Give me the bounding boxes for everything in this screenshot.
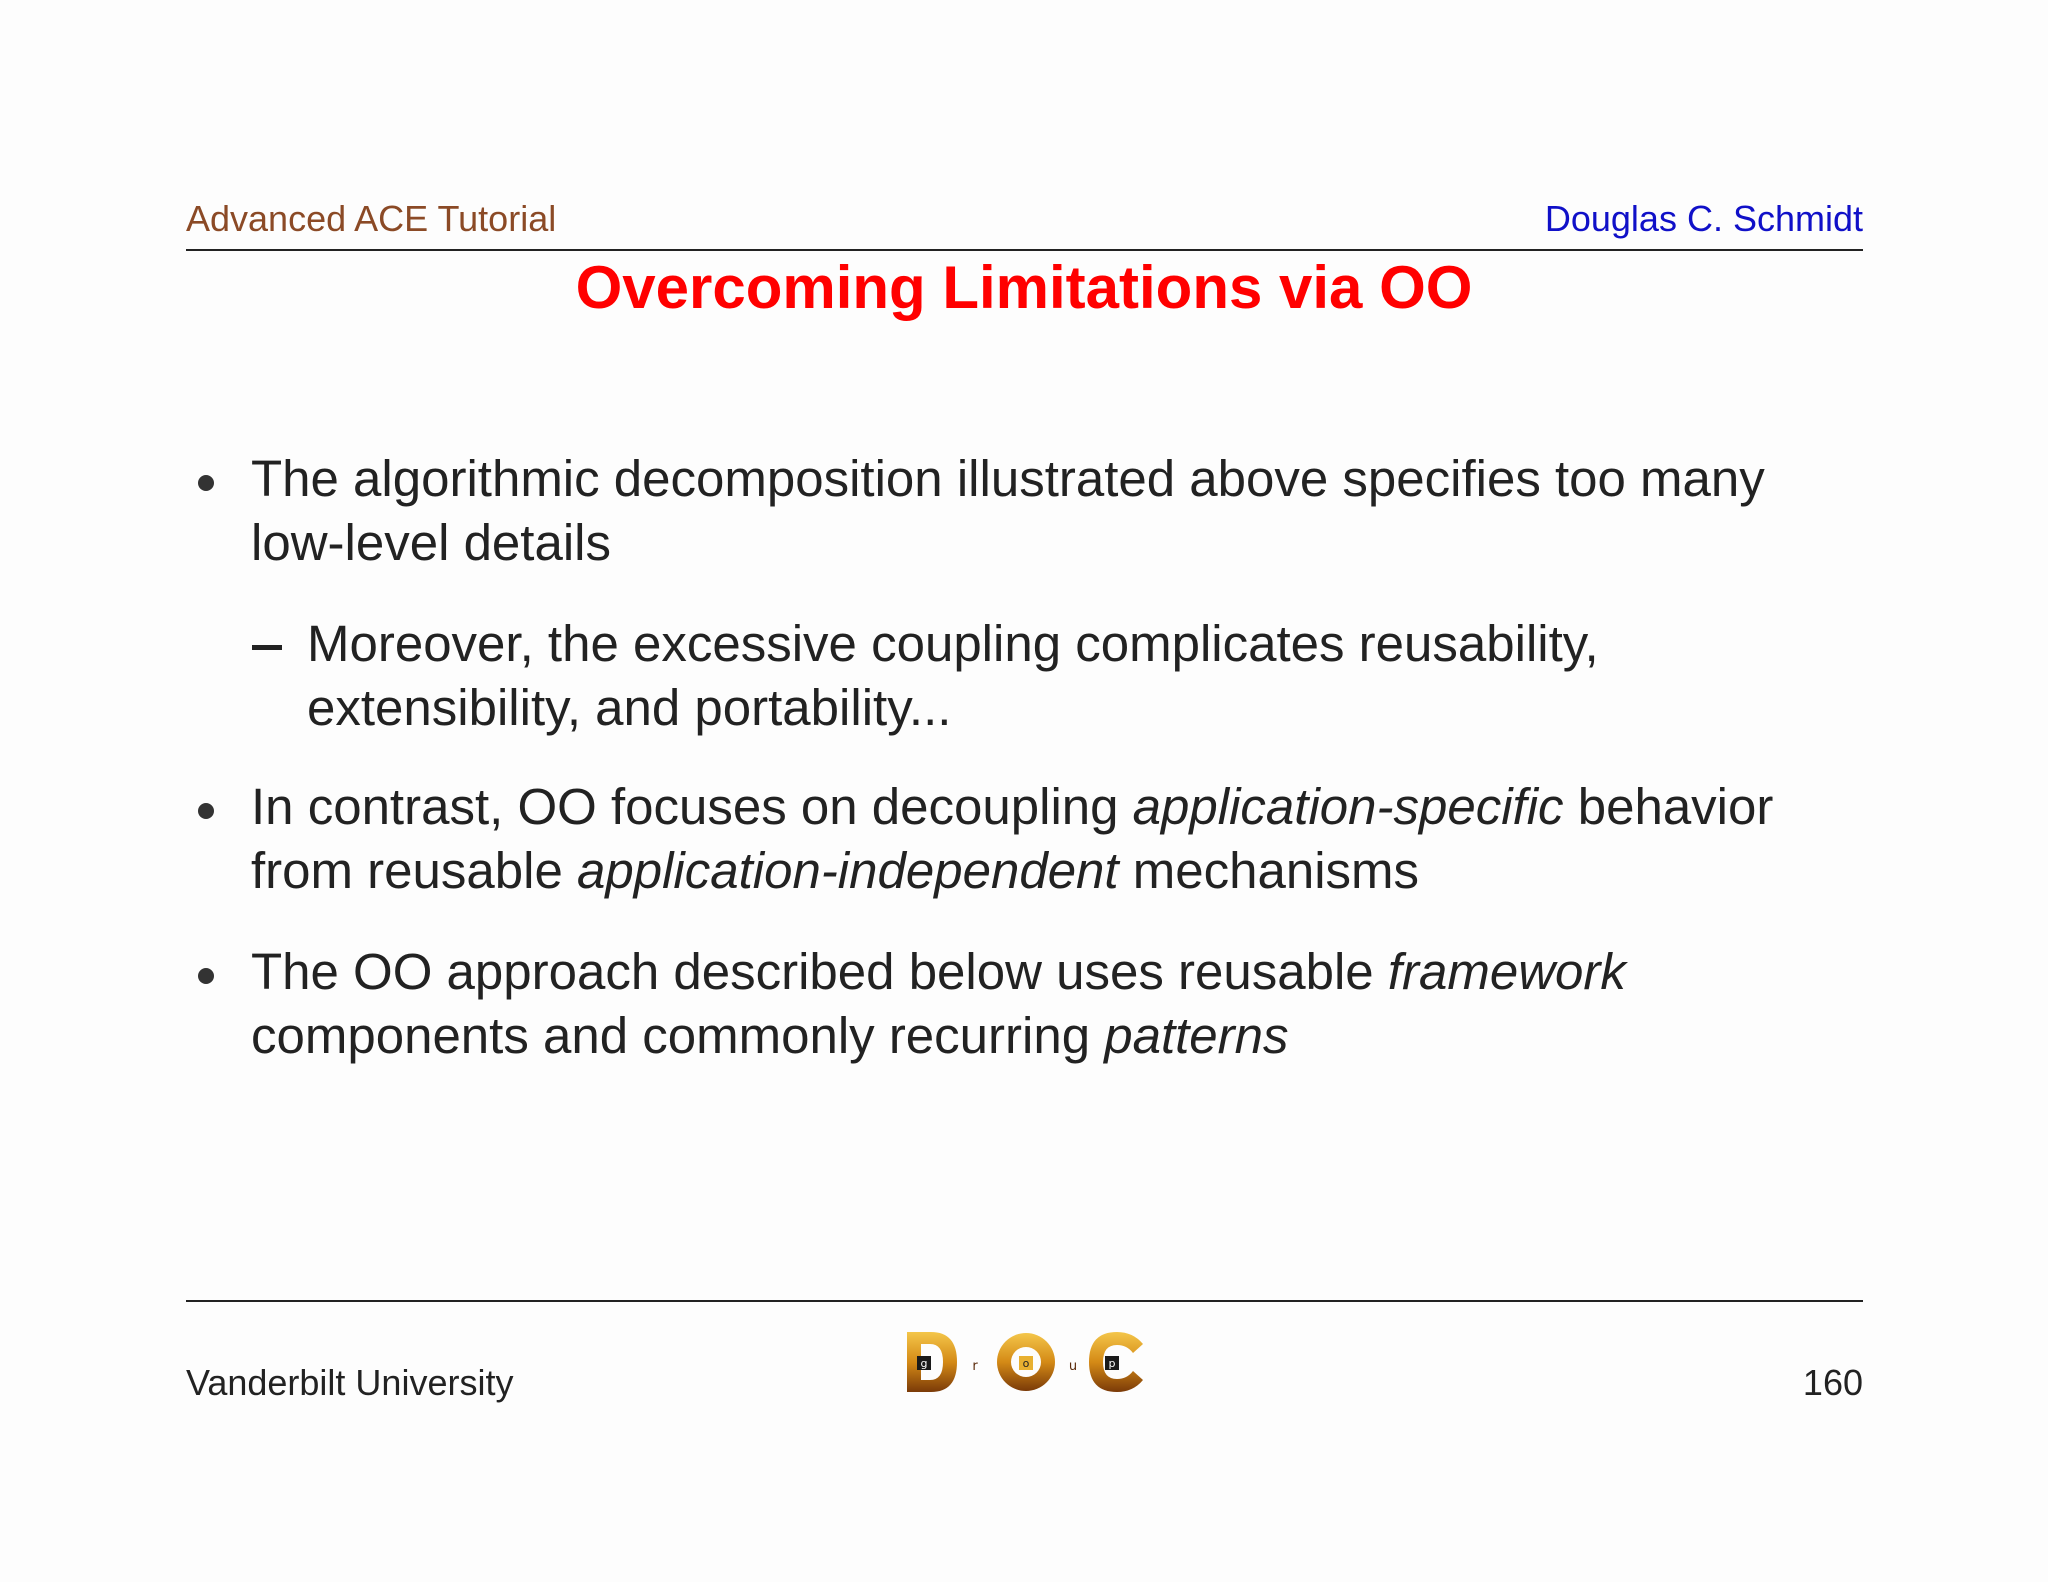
bullet-item-3 <box>251 940 1871 1068</box>
bullet-2-text-a: In contrast, OO focuses on decoupling <box>251 778 1133 835</box>
sub-bullet-1-text: Moreover, the excessive coupling complicates reusability, extensibility, and portability... <box>307 615 1599 736</box>
svg-text:p: p <box>1108 1357 1116 1370</box>
page-number: 160 <box>1802 1362 1863 1403</box>
svg-text:r: r <box>972 1359 978 1374</box>
bullet-2-text-b: behavior from reusable <box>251 778 1774 899</box>
svg-text:u: u <box>1068 1359 1078 1374</box>
header-course-title: Advanced ACE Tutorial <box>186 198 557 239</box>
bullet-2-emphasis-b: application-independent <box>576 842 1119 899</box>
bullet-3-text-b: components and commonly recurring <box>251 1007 1105 1064</box>
footer-institution: Vanderbilt University <box>186 1362 514 1403</box>
bullet-1-text: The algorithmic decomposition illustrated above specifies too many low-level details <box>251 450 1765 571</box>
bullet-dot-icon <box>198 475 214 491</box>
sub-bullet-item-1 <box>307 612 1827 740</box>
svg-text:g: g <box>920 1357 928 1370</box>
dash-icon <box>252 645 282 650</box>
bullet-2-emphasis-a: application-specific <box>1132 778 1564 835</box>
bullet-item-1 <box>251 447 1871 575</box>
top-divider <box>186 249 1863 251</box>
bullet-3-emphasis-a: framework <box>1387 943 1626 1000</box>
svg-text:o: o <box>1022 1357 1030 1370</box>
bullet-dot-icon <box>198 968 214 984</box>
bullet-dot-icon <box>198 803 214 819</box>
bullet-3-emphasis-b: patterns <box>1104 1007 1289 1064</box>
bottom-divider <box>186 1300 1863 1302</box>
doc-group-logo-icon <box>903 1326 1149 1398</box>
bullet-3-text-a: The OO approach described below uses reusable <box>251 943 1388 1000</box>
header-author: Douglas C. Schmidt <box>1544 198 1863 239</box>
bullet-2-text-c: mechanisms <box>1118 842 1420 899</box>
slide-title: Overcoming Limitations via OO <box>575 254 1473 321</box>
bullet-item-2 <box>251 775 1871 903</box>
